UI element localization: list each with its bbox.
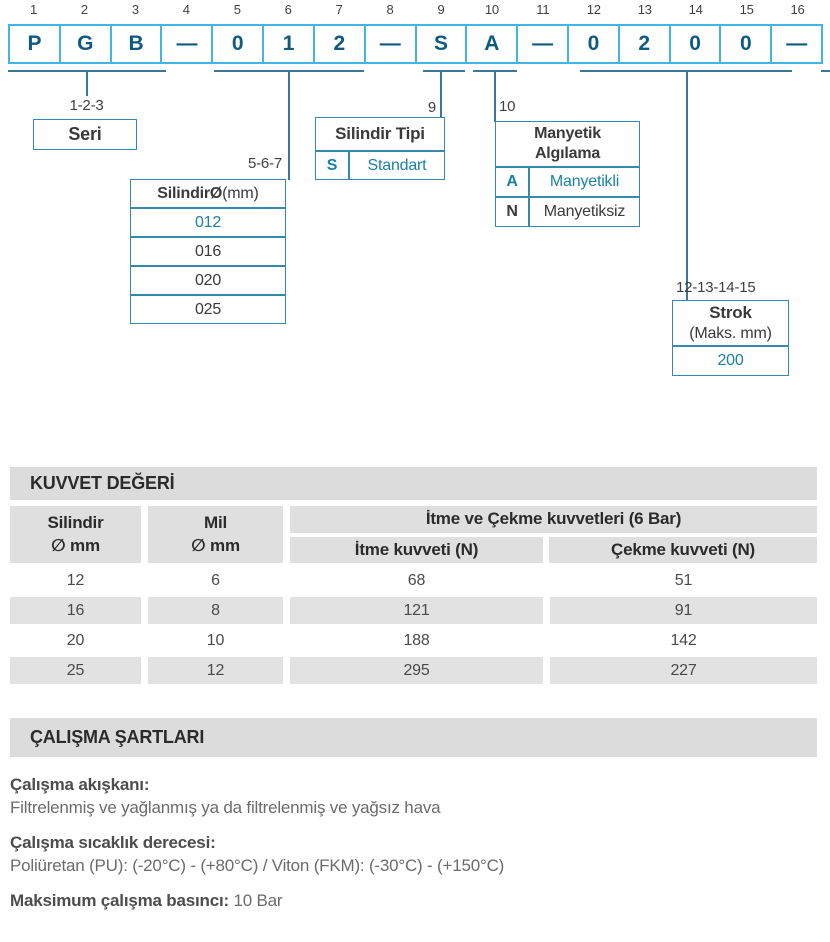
code-char-box: 0	[670, 24, 721, 64]
order-code-row	[8, 24, 823, 64]
cell-mil: 12	[148, 657, 283, 684]
code-char-box: 2	[619, 24, 670, 64]
code-char-box: 2	[314, 24, 365, 64]
cell-cekme: 91	[550, 597, 817, 624]
table-row	[10, 597, 817, 624]
position-number: 2	[80, 2, 88, 17]
cylinder-diameter-callout	[130, 179, 286, 324]
cell-cekme: 227	[550, 657, 817, 684]
col-header-silindir	[10, 506, 141, 563]
force-table-header	[10, 506, 817, 563]
force-section-title: KUVVET DEĞERİ	[30, 473, 175, 493]
cell-silindir: 16	[10, 597, 141, 624]
conditions-section-title: ÇALIŞMA ŞARTLARI	[30, 727, 205, 747]
cylinder-type-callout	[315, 117, 445, 180]
positions-label-strok: 12-13-14-15	[676, 279, 756, 296]
connector-line	[494, 70, 496, 122]
code-char-box: A	[466, 24, 517, 64]
stroke-header-bold: Strok	[709, 303, 752, 323]
cell-itme: 68	[407, 571, 426, 589]
cell-mil: 8	[148, 597, 283, 624]
conditions-section-title-bar	[10, 718, 817, 757]
magnetic-sensing-header-line1: Manyetik	[534, 125, 601, 142]
cell-itme: 188	[403, 631, 430, 649]
code-char-box: B	[111, 24, 162, 64]
cylinder-diameter-option-selected: 012	[130, 208, 286, 237]
cell-cekme: 51	[674, 571, 693, 589]
cylinder-type-header: Silindir Tipi	[315, 117, 445, 151]
magnetic-option-a-label: Manyetikli	[529, 167, 640, 197]
condition-label-pressure	[10, 890, 820, 912]
force-section-title-bar	[10, 467, 817, 500]
magnetic-option-n-code: N	[495, 197, 529, 227]
condition-text-temperature: Poliüretan (PU): (-20°C) - (+80°C) / Viton (FKM): (-30°C) - (+150°C)	[10, 856, 505, 876]
table-row	[10, 567, 817, 594]
position-number: 10	[484, 2, 499, 17]
magnetic-sensing-header	[495, 121, 640, 167]
code-char-box: —	[771, 24, 823, 64]
position-number: 4	[182, 2, 190, 17]
condition-pressure-label: Maksimum çalışma basıncı:	[10, 891, 229, 911]
col-header-mil-line1: Mil	[203, 512, 227, 532]
position-number: 7	[335, 2, 343, 17]
cylinder-type-code: S	[315, 151, 349, 180]
cell-silindir: 20	[66, 631, 85, 649]
position-number: 6	[284, 2, 292, 17]
code-char-box: 0	[212, 24, 263, 64]
cylinder-diameter-option: 020	[130, 266, 286, 295]
position-number-row	[8, 2, 823, 17]
cylinder-diameter-header	[130, 179, 286, 208]
cylinder-diameter-header-unit: (mm)	[222, 184, 259, 202]
stroke-header	[672, 300, 789, 346]
stroke-header-unit: (Maks. mm)	[689, 324, 772, 342]
code-char-box: S	[416, 24, 467, 64]
code-char-box: G	[60, 24, 111, 64]
col-header-mil-line2: ∅ mm	[191, 535, 240, 555]
force-table-body	[10, 567, 817, 687]
positions-label-silindir-tipi: 9	[427, 99, 436, 116]
stroke-callout	[672, 300, 789, 376]
connector-line	[288, 70, 290, 180]
code-char-box: P	[8, 24, 60, 64]
position-number: 14	[688, 2, 703, 17]
cell-itme: 295	[290, 657, 543, 684]
col-header-span-forces: İtme ve Çekme kuvvetleri (6 Bar)	[290, 506, 817, 533]
code-char-box: 0	[568, 24, 619, 64]
cylinder-type-label: Standart	[349, 151, 445, 180]
magnetic-sensing-header-line2: Algılama	[534, 145, 601, 162]
position-number: 3	[131, 2, 139, 17]
code-char-box: —	[161, 24, 212, 64]
cell-silindir: 12	[66, 571, 85, 589]
condition-pressure-value: 10 Bar	[228, 891, 283, 911]
positions-label-silindir-cap: 5-6-7	[247, 155, 282, 172]
col-header-mil	[148, 506, 283, 563]
code-char-box: —	[517, 24, 568, 64]
condition-label-temperature: Çalışma sıcaklık derecesi:	[10, 833, 216, 853]
magnetic-option-n-label: Manyetiksiz	[529, 197, 640, 227]
magnetic-option-a-code: A	[495, 167, 529, 197]
col-header-pull-force: Çekme kuvveti (N)	[549, 537, 817, 563]
position-number: 9	[437, 2, 445, 17]
positions-label-seri: 1-2-3	[69, 97, 104, 114]
cell-itme: 121	[290, 597, 543, 624]
cylinder-diameter-header-bold: SilindirØ	[157, 184, 223, 202]
position-number: 8	[386, 2, 394, 17]
position-number: 11	[536, 2, 550, 17]
seri-label: Seri	[33, 119, 137, 150]
cell-cekme: 142	[670, 631, 697, 649]
connector-line	[821, 70, 830, 72]
cylinder-diameter-option: 016	[130, 237, 286, 266]
cell-mil: 10	[206, 631, 225, 649]
col-header-silindir-line1: Silindir	[47, 512, 104, 532]
code-char-box: 1	[263, 24, 314, 64]
code-char-box: —	[365, 24, 416, 64]
cell-silindir: 25	[10, 657, 141, 684]
code-char-box: 0	[720, 24, 771, 64]
connector-line	[686, 70, 688, 301]
condition-text-fluid: Filtrelenmiş ve yağlanmış ya da filtrelenmiş ve yağsız hava	[10, 798, 441, 818]
col-header-silindir-line2: ∅ mm	[51, 535, 100, 555]
col-header-push-force: İtme kuvveti (N)	[290, 537, 543, 563]
stroke-value: 200	[672, 346, 789, 376]
table-row	[10, 657, 817, 684]
conditions-text	[10, 774, 820, 913]
position-number: 12	[586, 2, 601, 17]
ordering-code-diagram	[0, 0, 830, 460]
cylinder-diameter-option: 025	[130, 295, 286, 324]
position-number: 15	[739, 2, 754, 17]
position-number: 13	[637, 2, 652, 17]
connector-line	[440, 70, 442, 118]
magnetic-sensing-callout	[495, 121, 640, 227]
positions-label-manyetik: 10	[499, 98, 516, 115]
seri-callout	[33, 119, 137, 150]
position-number: 16	[790, 2, 805, 17]
position-number: 1	[29, 2, 37, 17]
condition-label-fluid: Çalışma akışkanı:	[10, 775, 150, 794]
table-row	[10, 627, 817, 654]
connector-line	[86, 70, 88, 96]
cell-mil: 6	[211, 571, 220, 589]
position-number: 5	[233, 2, 241, 17]
connector-line	[423, 70, 465, 72]
